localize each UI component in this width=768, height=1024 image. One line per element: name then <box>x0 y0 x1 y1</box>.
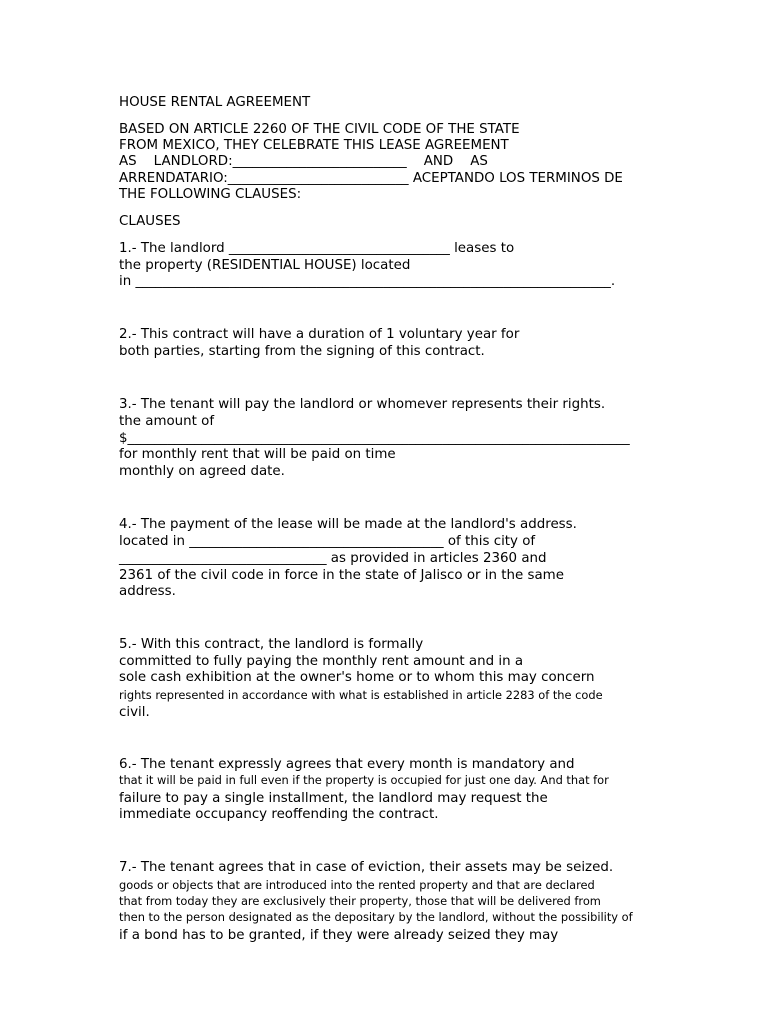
clause-7-line: then to the person designated as the depositary by the landlord, without the possibility of <box>119 910 633 924</box>
intro-line: FROM MEXICO, THEY CELEBRATE THIS LEASE AGREEMENT <box>119 138 509 153</box>
clause-2-line: both parties, starting from the signing of this contract. <box>119 344 485 359</box>
clause-4-line: 4.- The payment of the lease will be made at the landlord's address. <box>119 517 577 532</box>
clause-3-line: for monthly rent that will be paid on time <box>119 447 396 462</box>
intro-line: THE FOLLOWING CLAUSES: <box>119 187 302 202</box>
document-title: HOUSE RENTAL AGREEMENT <box>119 95 311 110</box>
clause-3-line: 3.- The tenant will pay the landlord or whomever represents their rights. <box>119 397 606 412</box>
clause-1-line: the property (RESIDENTIAL HOUSE) located <box>119 258 411 273</box>
clause-4-line: _______________________________ as provided in articles 2360 and <box>119 551 547 566</box>
clause-7-line: that from today they are exclusively their property, those that will be delivered from <box>119 894 601 908</box>
clause-4-line: address. <box>119 584 176 599</box>
clause-1-line: 1.- The landlord _________________________________ leases to <box>119 241 515 256</box>
clause-6-line: 6.- The tenant expressly agrees that every month is mandatory and <box>119 757 575 772</box>
clause-5-line: rights represented in accordance with what is established in article 2283 of the code <box>119 688 603 702</box>
intro-line: BASED ON ARTICLE 2260 OF THE CIVIL CODE OF THE STATE <box>119 122 520 137</box>
clause-4-line: 2361 of the civil code in force in the state of Jalisco or in the same <box>119 568 564 583</box>
clause-3-line: the amount of <box>119 414 215 429</box>
clause-7-line: if a bond has to be granted, if they were already seized they may <box>119 928 559 943</box>
clause-5-line: 5.- With this contract, the landlord is formally <box>119 637 424 652</box>
clause-7-line: 7.- The tenant agrees that in case of eviction, their assets may be seized. <box>119 860 614 875</box>
clause-1-line: in _______________________________________________________________________. <box>119 274 616 289</box>
clause-2-line: 2.- This contract will have a duration of 1 voluntary year for <box>119 327 520 342</box>
clause-6-line: that it will be paid in full even if the property is occupied for just one day. And that for <box>119 773 609 787</box>
clause-5-line: committed to fully paying the monthly rent amount and in a <box>119 654 524 669</box>
clause-5-line: sole cash exhibition at the owner's home or to whom this may concern <box>119 670 595 685</box>
clause-3-line: monthly on agreed date. <box>119 464 285 479</box>
intro-line: ARRENDATARIO:___________________________ ACEPTANDO LOS TERMINOS DE <box>119 171 623 186</box>
clauses-heading: CLAUSES <box>119 214 181 229</box>
intro-line: AS LANDLORD:__________________________ AND AS <box>119 154 488 169</box>
clause-6-line: immediate occupancy reoffending the contract. <box>119 807 439 822</box>
clause-6-line: failure to pay a single installment, the landlord may request the <box>119 791 548 806</box>
clause-7-line: goods or objects that are introduced into the rented property and that are declared <box>119 878 595 892</box>
clause-5-line: civil. <box>119 705 150 720</box>
clause-3-line: $___________________________________________________________________________ <box>119 431 630 446</box>
clause-4-line: located in ______________________________________ of this city of <box>119 534 536 549</box>
